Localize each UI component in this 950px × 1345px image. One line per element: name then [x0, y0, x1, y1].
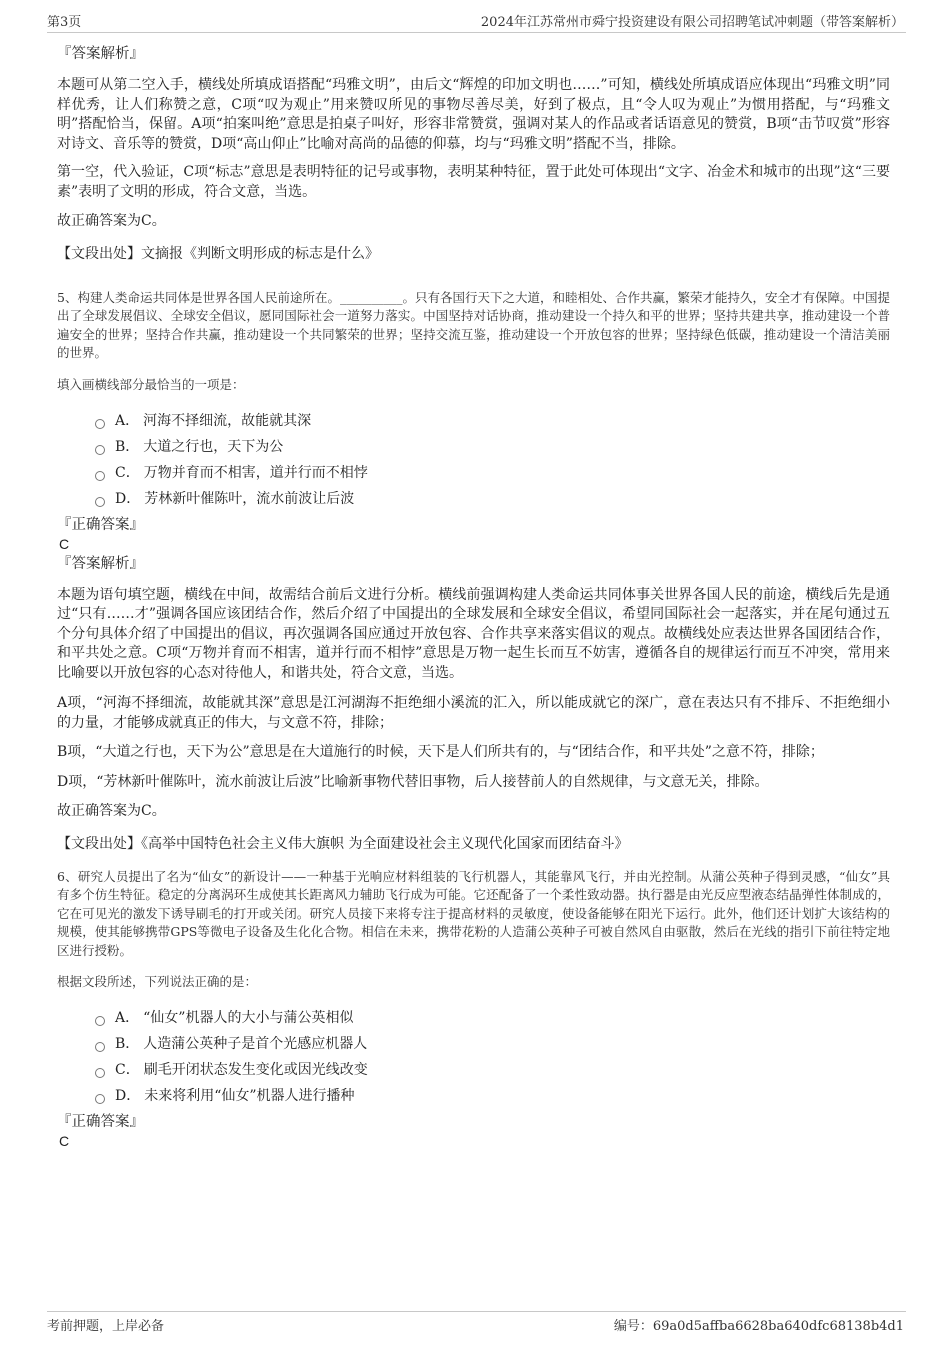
- option-text: “仙女”机器人的大小与蒲公英相似: [143, 1010, 354, 1026]
- q5-prompt: 填入画横线部分最恰当的一项是：: [57, 376, 245, 392]
- option-letter: C．: [115, 1062, 140, 1078]
- q5-option-d[interactable]: [95, 486, 890, 512]
- option-letter: B．: [115, 1036, 140, 1052]
- page-number: 第3页: [47, 15, 82, 30]
- q6-option-a[interactable]: [95, 1005, 890, 1031]
- radio-button-icon[interactable]: [95, 1068, 105, 1078]
- option-letter: C．: [115, 464, 140, 481]
- option-letter: B．: [115, 438, 140, 455]
- radio-button-icon[interactable]: [95, 471, 105, 481]
- q4-analysis-paragraph-2: 第一空，代入验证，C项“标志”意思是表明特征的记号或事物，表明某种特征，置于此处可体现出“文字、冶金术和城市的出现”这“三要素”表明了文明的形成，符合文意，当选。: [57, 164, 890, 200]
- q5-conclusion: 故正确答案为C。: [57, 803, 166, 819]
- q6-option-c[interactable]: [95, 1057, 890, 1083]
- radio-button-icon[interactable]: [95, 419, 105, 429]
- q4-analysis-paragraph-1: 本题可从第二空入手，横线处所填成语搭配“玛雅文明”，由后文“辉煌的印加文明也……”可知，横线处所填成语应体现出“玛雅文明”同样优秀，让人们称赞之意，C项“叹为观止”用来赞叹所见的事物尽善尽美，好到了极点，且“令人叹为观止”为惯用搭配，与“玛雅文明”搭配恰当，保留。A项“拍案叫绝”意思是拍桌子叫好，形容非常赞赏，强调对某人的作品或者话语意见的赞赏，B项“击节叹赏”形容对诗文、音乐等的赞赏，D项“高山仰止”比喻对高尚的品德的仰慕，均与“玛雅文明”搭配不当，排除。: [57, 77, 890, 152]
- q5-correct-answer: C: [59, 535, 70, 552]
- option-text: 刷毛开闭状态发生变化或因光线改变: [143, 1062, 368, 1078]
- q6-answer-tag: 『正确答案』: [57, 1114, 144, 1130]
- q5-options: [57, 408, 890, 512]
- document-title: 2024年江苏常州市舜宁投资建设有限公司招聘笔试冲刺题（带答案解析）: [480, 15, 904, 30]
- q5-option-c[interactable]: [95, 460, 890, 486]
- q4-source: 【文段出处】文摘报《判断文明形成的标志是什么》: [57, 245, 379, 262]
- option-text: 河海不择细流，故能就其深: [143, 412, 312, 429]
- q5-analysis-paragraph-3: B项，“大道之行也，天下为公”意思是在大道施行的时候，天下是人们所共有的，与“团结合作，和平共处”之意不符，排除；: [57, 744, 824, 760]
- q5-source: 【文段出处】《高举中国特色社会主义伟大旗帜 为全面建设社会主义现代化国家而团结奋斗》: [57, 835, 629, 852]
- radio-button-icon[interactable]: [95, 445, 105, 455]
- q6-prompt: 根据文段所述，下列说法正确的是：: [57, 974, 258, 989]
- q5-analysis-tag: 『答案解析』: [57, 555, 144, 572]
- q5-analysis-paragraph-2: A项，“河海不择细流，故能就其深”意思是江河湖海不拒绝细小溪流的汇入，所以能成就它的深广，意在表达只有不排斥、不拒绝细小的力量，才能够成就真正的伟大，与文意不符，排除；: [57, 695, 890, 731]
- q5-option-b[interactable]: [95, 434, 890, 460]
- radio-button-icon[interactable]: [95, 497, 105, 507]
- option-text: 芳林新叶催陈叶，流水前波让后波: [144, 490, 355, 507]
- q4-conclusion: 故正确答案为C。: [57, 213, 166, 229]
- q6-option-b[interactable]: [95, 1031, 890, 1057]
- q5-stem: 5、构建人类命运共同体是世界各国人民前途所在。__________。只有各国行天下之大道，和睦相处、合作共赢，繁荣才能持久，安全才有保障。中国提出了全球发展倡议、全球安全倡议，愿同国际社会一道努力落实。中国坚持对话协商，推动建设一个持久和平的世界；坚持共建共享，推动建设一个普遍安全的世界；坚持合作共赢，推动建设一个共同繁荣的世界；坚持交流互鉴，推动建设一个开放包容的世界；坚持绿色低碳，推动建设一个清洁美丽的世界。: [57, 289, 890, 360]
- option-text: 大道之行也，天下为公: [143, 438, 284, 455]
- option-text: 万物并育而不相害，道并行而不相悖: [143, 464, 368, 481]
- page-header: [47, 12, 906, 33]
- option-letter: A．: [115, 1010, 140, 1026]
- q5-analysis-paragraph-4: D项，“芳林新叶催陈叶，流水前波让后波”比喻新事物代替旧事物，后人接替前人的自然规律，与文意无关，排除。: [57, 773, 769, 790]
- option-text: 人造蒲公英种子是首个光感应机器人: [143, 1036, 368, 1052]
- q6-option-d[interactable]: [95, 1083, 890, 1109]
- q4-analysis-tag: 『答案解析』: [57, 46, 144, 62]
- option-letter: D．: [115, 1088, 141, 1104]
- radio-button-icon[interactable]: [95, 1016, 105, 1026]
- document-id: 编号：69a0d5affba6628ba640dfc68138b4d1: [613, 1319, 904, 1334]
- option-letter: A．: [115, 412, 140, 429]
- page-content: [57, 44, 890, 1150]
- q5-option-a[interactable]: [95, 408, 890, 434]
- radio-button-icon[interactable]: [95, 1094, 105, 1104]
- footer-slogan: 考前押题，上岸必备: [47, 1319, 165, 1334]
- q6-options: [57, 1005, 890, 1109]
- q6-stem: 6、研究人员提出了名为“仙女”的新设计——一种基于光响应材料组装的飞行机器人，其能靠风飞行，并由光控制。从蒲公英种子得到灵感，“仙女”具有多个仿生特征。稳定的分离涡环生成使其长距离风力辅助飞行成为可能。它还配备了一个柔性致动器。执行器是由光反应型液态结晶弹性体制成的，它在可见光的激发下诱导刷毛的打开或关闭。研究人员接下来将专注于提高材料的灵敏度，使设备能够在阳光下运行。此外，他们还计划扩大该结构的规模，使其能够携带GPS等微电子设备及生化化合物。相信在未来，携带花粉的人造蒲公英种子可被自然风自由驱散，然后在光线的指引下前往特定地区进行授粉。: [57, 868, 890, 958]
- option-text: 未来将利用“仙女”机器人进行播种: [144, 1088, 355, 1104]
- q5-answer-tag: 『正确答案』: [57, 516, 144, 533]
- option-letter: D．: [115, 490, 141, 507]
- page-footer: [47, 1311, 906, 1336]
- q5-analysis-paragraph-1: 本题为语句填空题，横线在中间，故需结合前后文进行分析。横线前强调构建人类命运共同体事关世界各国人民的前途，横线后先是通过“只有……才”强调各国应该团结合作，然后介绍了中国提出的全球发展和全球安全倡议，希望同国际社会一起落实，并在尾句通过五个分句具体介绍了中国提出的倡议，再次强调各国应通过开放包容、合作共享来落实倡议的观点。故横线处应表达世界各国团结合作，和平共处之意。C项“万物并育而不相害，道并行而不相悖”意思是万物一起生长而互不妨害，遵循各自的规律运行而互不冲突，常用来比喻要以开放包容的心态对待他人，和谐共处，符合文意，当选。: [57, 586, 890, 681]
- q6-correct-answer: C: [59, 1133, 70, 1149]
- radio-button-icon[interactable]: [95, 1042, 105, 1052]
